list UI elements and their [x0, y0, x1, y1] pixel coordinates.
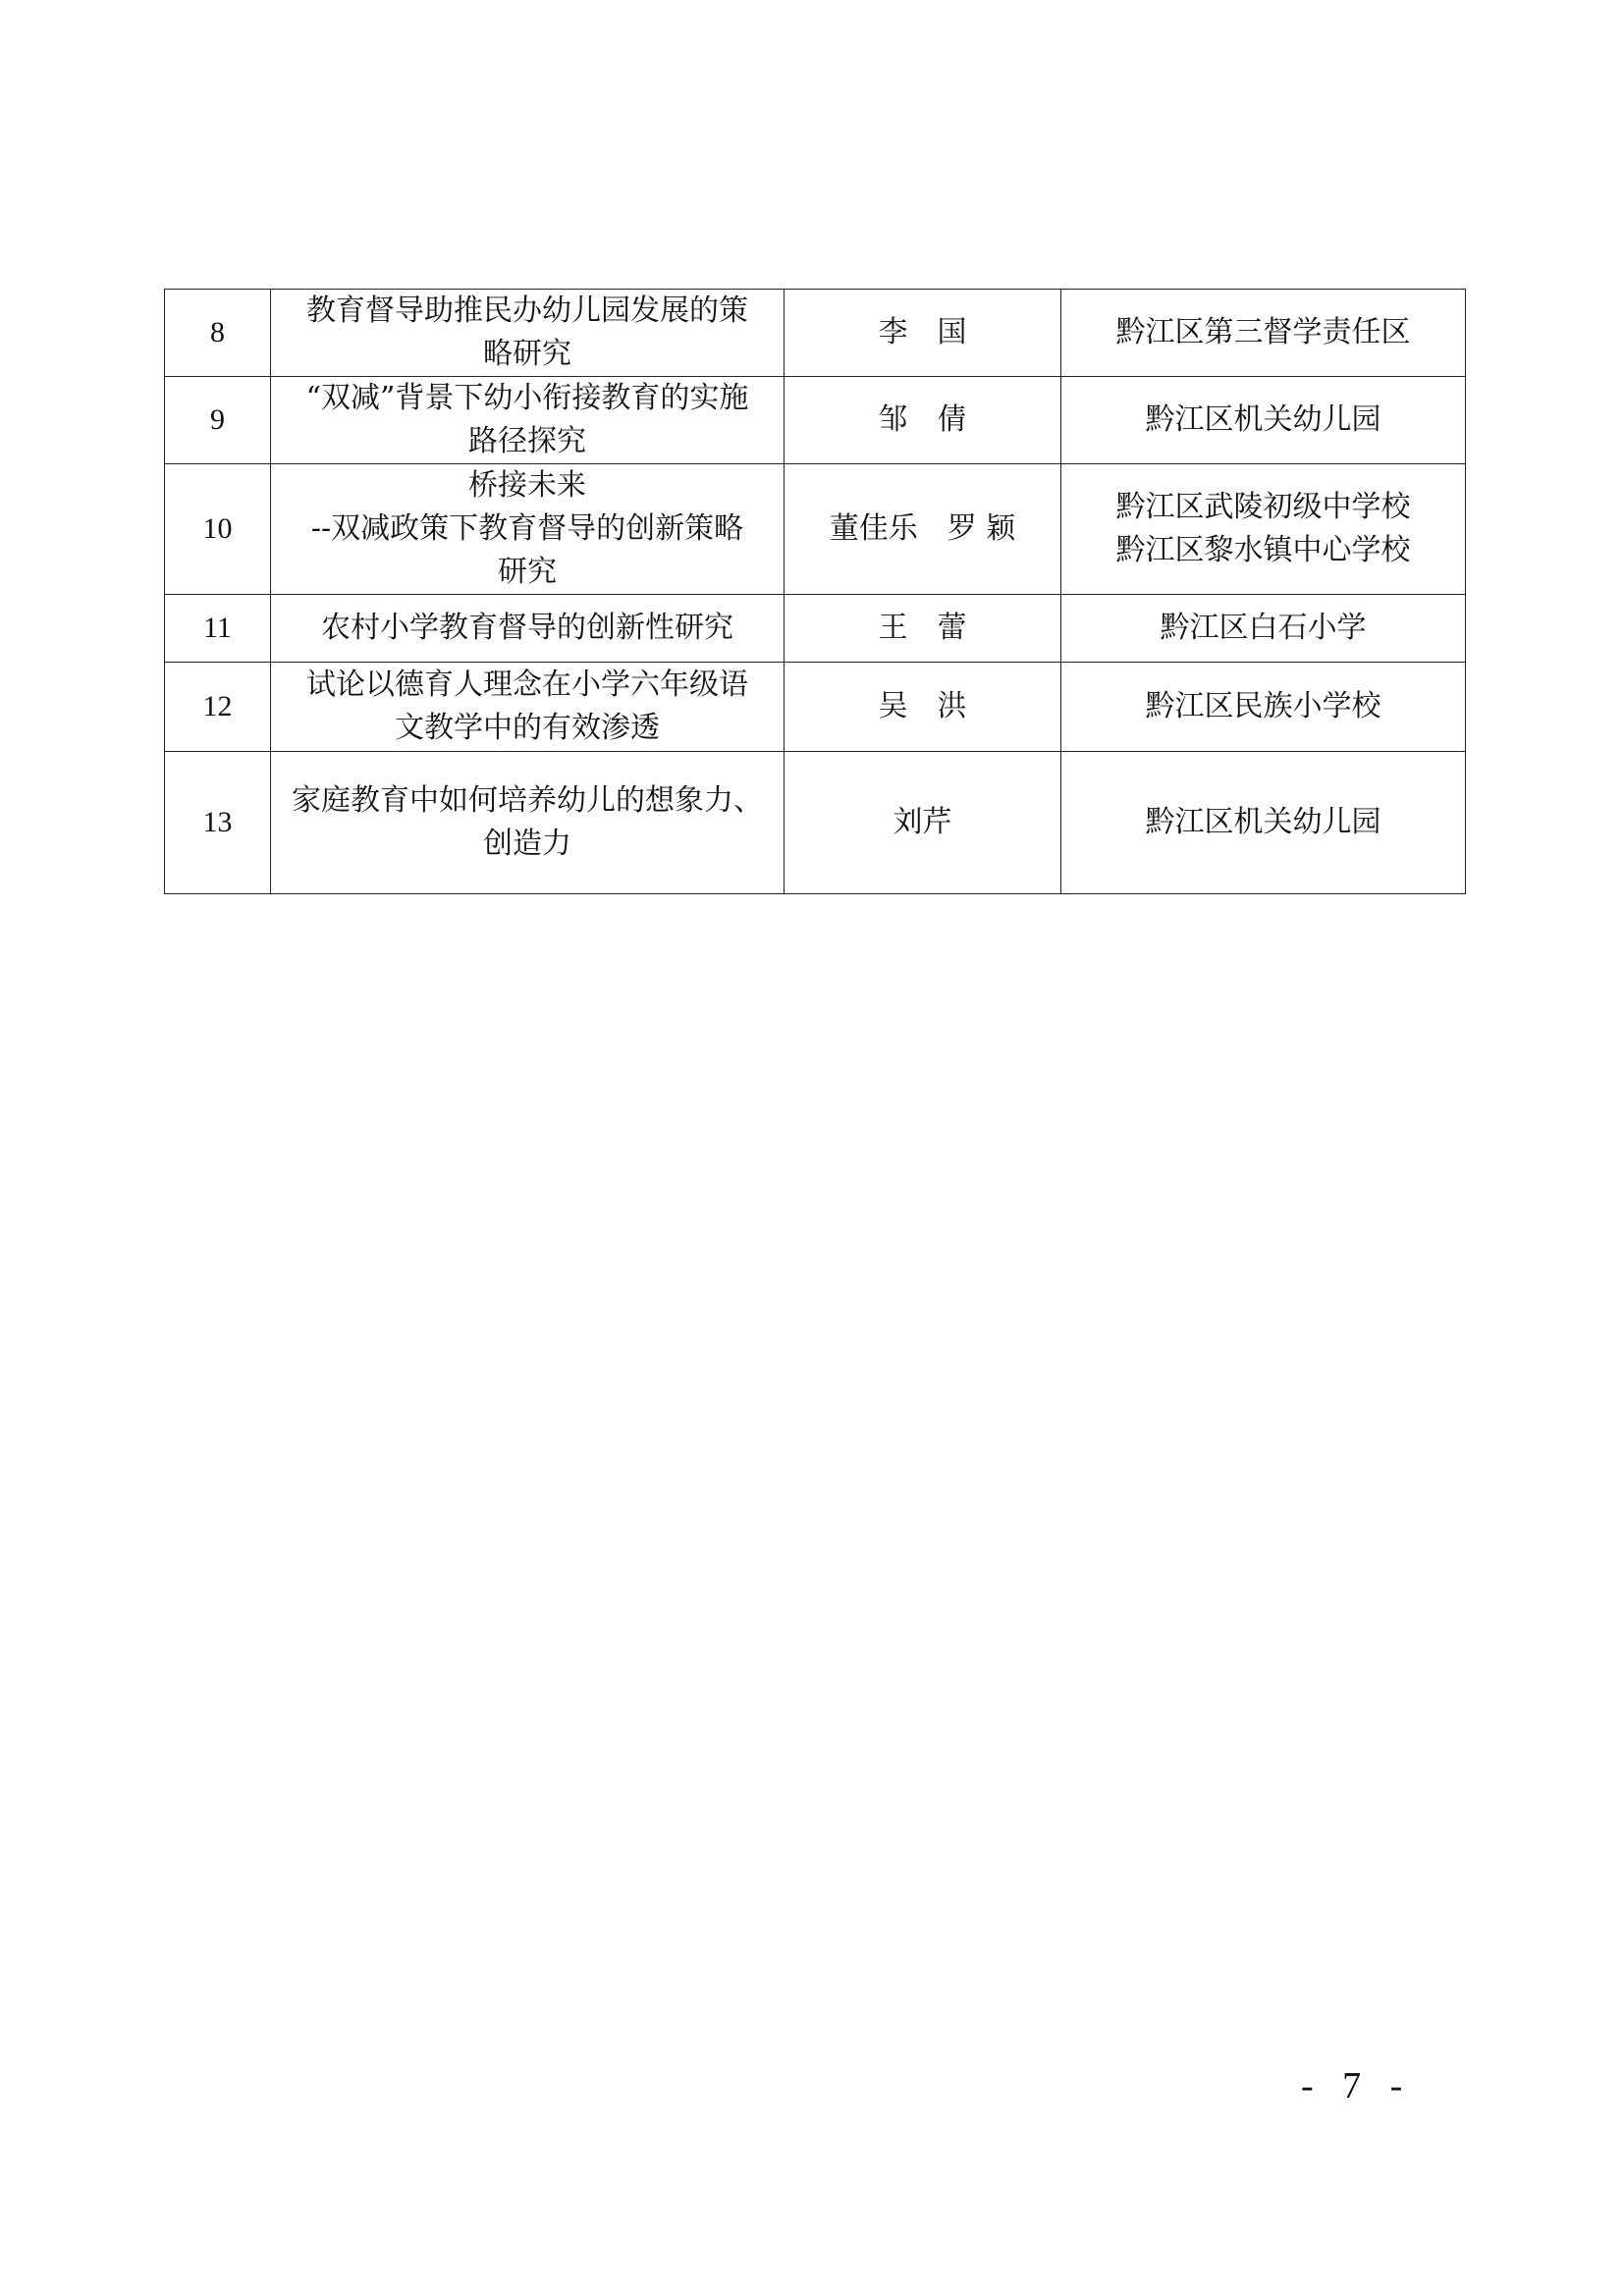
author-cell: [785, 595, 1061, 663]
unit-name: 黔江区机关幼儿园: [1145, 402, 1381, 437]
project-title: [271, 377, 785, 464]
row-number: 10: [165, 464, 271, 595]
project-title: [271, 595, 785, 663]
title-line: --双减政策下教育督导的创新策略: [310, 511, 744, 546]
title-line: “双减”背景下幼小衔接教育的实施: [305, 381, 749, 415]
row-number: 9: [165, 377, 271, 464]
row-number: 11: [165, 595, 271, 663]
project-title: [271, 290, 785, 377]
table-row: [165, 290, 1466, 377]
unit-cell: [1061, 290, 1466, 377]
table-row: [165, 752, 1466, 894]
author-name: 刘芹: [893, 805, 952, 839]
unit-name: 黔江区武陵初级中学校: [1115, 490, 1411, 524]
unit-cell: [1061, 464, 1466, 595]
project-title: [271, 663, 785, 752]
project-title: [271, 464, 785, 595]
page-number: - 7 -: [1301, 2065, 1413, 2107]
title-line: 略研究: [483, 337, 571, 371]
title-line: 家庭教育中如何培养幼儿的想象力、: [292, 783, 763, 818]
unit-name: 黔江区第三督学责任区: [1115, 315, 1411, 349]
row-number: 13: [165, 752, 271, 894]
table-body: [165, 290, 1466, 894]
title-line: 农村小学教育督导的创新性研究: [321, 611, 733, 645]
table-row: [165, 377, 1466, 464]
unit-cell: [1061, 595, 1466, 663]
unit-cell: [1061, 377, 1466, 464]
author-cell: [785, 377, 1061, 464]
unit-name: 黔江区机关幼儿园: [1145, 805, 1381, 839]
author-name: 吴 洪: [878, 689, 967, 723]
title-line: 文教学中的有效渗透: [395, 711, 660, 745]
project-title: [271, 752, 785, 894]
unit-name: 黔江区黎水镇中心学校: [1115, 533, 1411, 567]
author-cell: [785, 663, 1061, 752]
author-cell: [785, 290, 1061, 377]
table-row: [165, 595, 1466, 663]
table-row: [165, 663, 1466, 752]
title-line: 试论以德育人理念在小学六年级语: [306, 667, 748, 702]
table-row: [165, 464, 1466, 595]
author-cell: [785, 752, 1061, 894]
unit-cell: [1061, 752, 1466, 894]
title-line: 研究: [498, 555, 557, 589]
author-name: 董佳乐 罗 颖: [829, 511, 1016, 546]
project-table: [164, 289, 1466, 894]
unit-name: 黔江区白石小学: [1160, 611, 1367, 645]
author-name: 李 国: [878, 315, 967, 349]
author-name: 王 蕾: [878, 611, 967, 645]
unit-name: 黔江区民族小学校: [1145, 689, 1381, 723]
title-line: 路径探究: [468, 424, 586, 458]
author-name: 邹 倩: [878, 402, 967, 437]
row-number: 12: [165, 663, 271, 752]
author-cell: [785, 464, 1061, 595]
title-line: 桥接未来: [468, 468, 586, 503]
title-line: 教育督导助推民办幼儿园发展的策: [306, 294, 748, 328]
row-number: 8: [165, 290, 271, 377]
unit-cell: [1061, 663, 1466, 752]
title-line: 创造力: [483, 827, 571, 861]
